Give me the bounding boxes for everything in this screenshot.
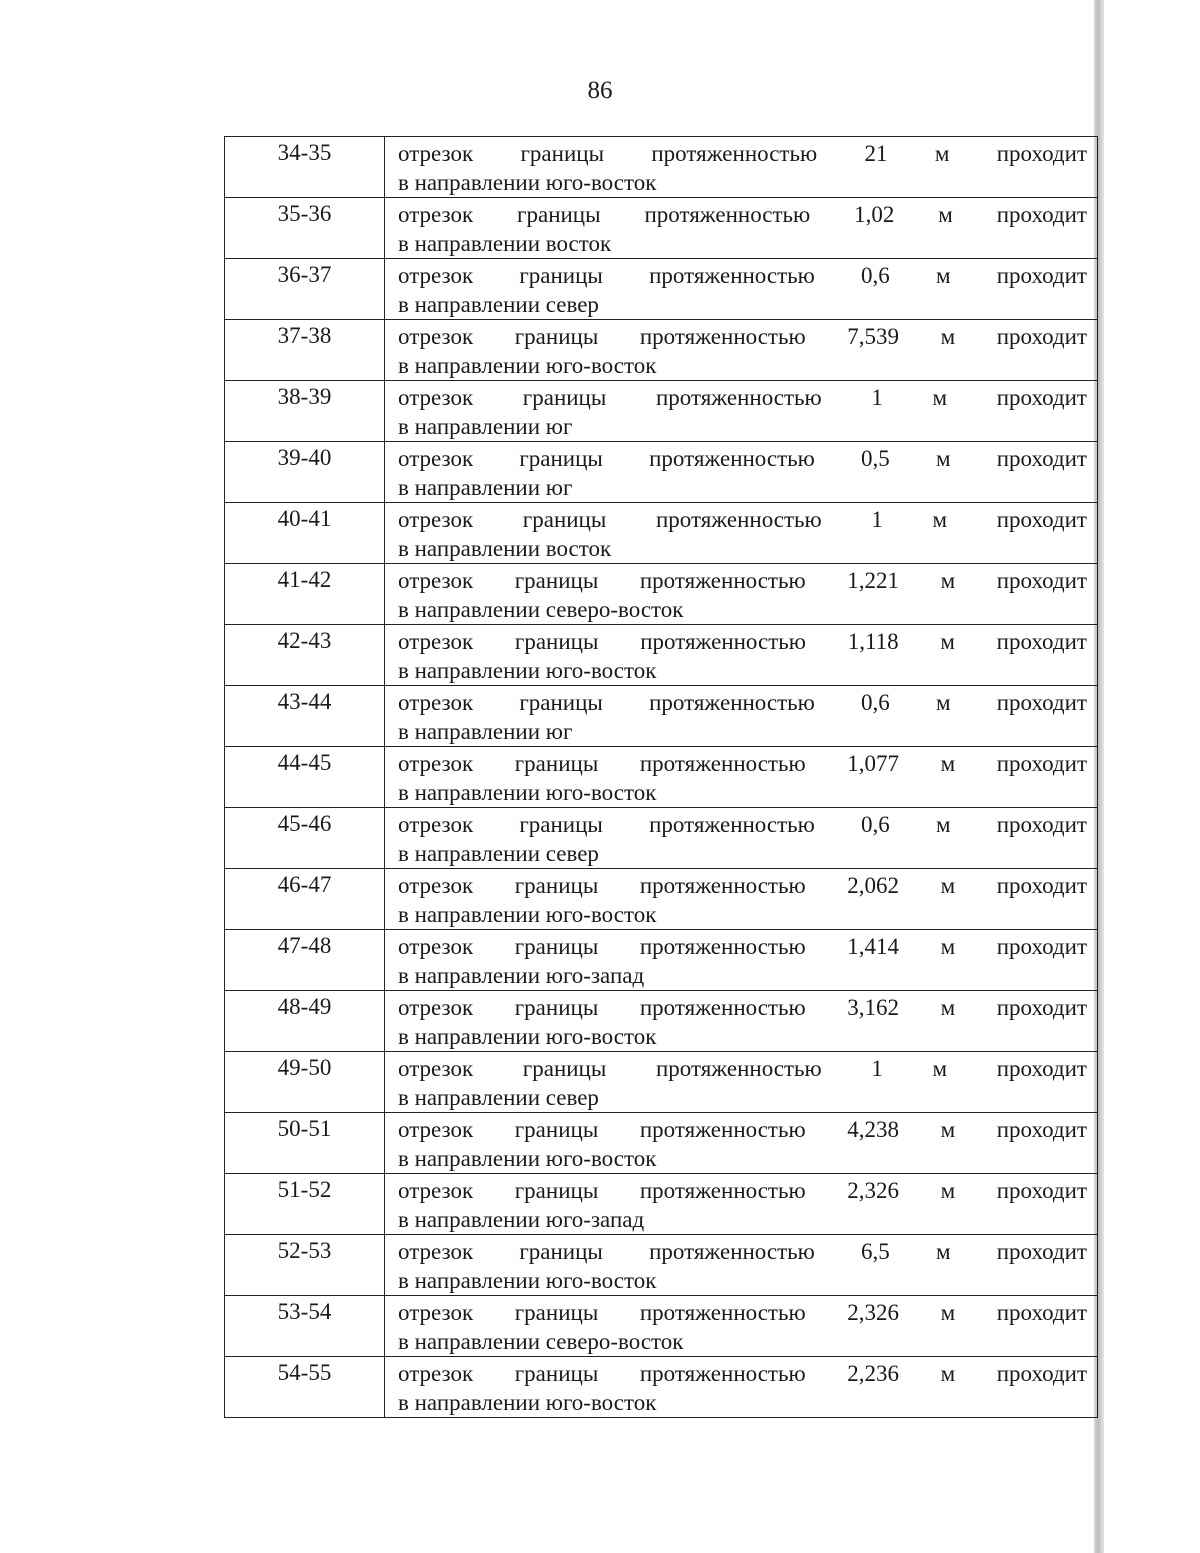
direction-value: восток [545, 231, 612, 256]
word-length: протяженностью [639, 934, 806, 959]
direction-value: север [545, 292, 599, 317]
table-row [225, 625, 1098, 686]
length-unit: м [940, 1117, 956, 1142]
word-boundary: границы [522, 385, 607, 410]
segment-description-cell [385, 442, 1098, 503]
segment-description-cell [385, 1052, 1098, 1113]
word-passes: проходит [996, 385, 1087, 410]
word-length: протяженностью [649, 812, 815, 837]
segment-description-cell [385, 503, 1098, 564]
segment-id-cell: 35-36 [225, 198, 385, 259]
segment-id-cell: 40-41 [225, 503, 385, 564]
word-passes: проходит [996, 812, 1087, 837]
word-length: протяженностью [639, 1361, 806, 1386]
direction-prefix: в направлении [398, 536, 541, 561]
table-row [225, 381, 1098, 442]
segment-description-cell [385, 1113, 1098, 1174]
segment-length-value: 0,6 [861, 263, 890, 288]
segment-description-cell [385, 198, 1098, 259]
segment-description-cell [385, 137, 1098, 198]
direction-value: юго-восток [545, 1268, 657, 1293]
word-boundary: границы [522, 507, 607, 532]
word-passes: проходит [996, 1239, 1087, 1264]
description-line-1 [398, 932, 1087, 961]
table-row [225, 1235, 1098, 1296]
word-segment: отрезок [398, 1300, 474, 1325]
direction-prefix: в направлении [398, 414, 541, 439]
direction-value: юго-восток [545, 780, 657, 805]
word-segment: отрезок [398, 995, 474, 1020]
description-line-2 [398, 1266, 1087, 1295]
word-boundary: границы [514, 629, 599, 654]
description-line-2 [398, 1022, 1087, 1051]
word-length: протяженностью [655, 385, 822, 410]
segment-length-value: 2,326 [847, 1178, 899, 1203]
word-segment: отрезок [398, 873, 474, 898]
length-unit: м [940, 751, 956, 776]
length-unit: м [935, 263, 951, 288]
segment-id-cell: 44-45 [225, 747, 385, 808]
word-boundary: границы [514, 873, 599, 898]
table-row [225, 686, 1098, 747]
segment-description-cell [385, 320, 1098, 381]
description-line-1 [398, 749, 1087, 778]
direction-prefix: в направлении [398, 170, 541, 195]
word-boundary: границы [514, 1117, 599, 1142]
word-boundary: границы [514, 324, 599, 349]
segment-length-value: 4,238 [847, 1117, 899, 1142]
description-line-1 [398, 261, 1087, 290]
word-passes: проходит [996, 1056, 1087, 1081]
word-segment: отрезок [398, 1361, 474, 1386]
description-line-2 [398, 534, 1087, 563]
word-passes: проходит [996, 1117, 1087, 1142]
word-length: протяженностью [651, 141, 818, 166]
word-boundary: границы [519, 446, 603, 471]
description-line-1 [398, 566, 1087, 595]
length-unit: м [940, 324, 956, 349]
word-segment: отрезок [398, 812, 474, 837]
description-line-2 [398, 900, 1087, 929]
word-passes: проходит [996, 873, 1087, 898]
description-line-2 [398, 351, 1087, 380]
word-passes: проходит [996, 324, 1087, 349]
word-length: протяженностью [649, 690, 815, 715]
segment-length-value: 1,02 [854, 202, 895, 227]
description-line-2 [398, 595, 1087, 624]
table-row [225, 808, 1098, 869]
direction-value: юго-восток [545, 353, 657, 378]
table-row [225, 442, 1098, 503]
length-unit: м [932, 385, 948, 410]
direction-prefix: в направлении [398, 658, 541, 683]
word-segment: отрезок [398, 1056, 474, 1081]
word-passes: проходит [996, 629, 1087, 654]
description-line-2 [398, 229, 1087, 258]
table-row [225, 320, 1098, 381]
length-unit: м [935, 812, 951, 837]
word-length: протяженностью [649, 263, 815, 288]
description-line-1 [398, 505, 1087, 534]
description-line-1 [398, 1359, 1087, 1388]
description-line-1 [398, 688, 1087, 717]
direction-prefix: в направлении [398, 353, 541, 378]
segment-length-value: 2,236 [847, 1361, 899, 1386]
table-row [225, 1174, 1098, 1235]
word-passes: проходит [996, 202, 1087, 227]
word-length: протяженностью [639, 1178, 806, 1203]
direction-value: северо-восток [545, 597, 684, 622]
word-segment: отрезок [398, 141, 474, 166]
direction-prefix: в направлении [398, 1146, 541, 1171]
direction-value: юго-восток [545, 170, 657, 195]
segment-id-cell: 42-43 [225, 625, 385, 686]
word-boundary: границы [519, 263, 603, 288]
segment-id-cell: 36-37 [225, 259, 385, 320]
description-line-1 [398, 1115, 1087, 1144]
word-length: протяженностью [649, 446, 815, 471]
word-segment: отрезок [398, 385, 474, 410]
table-row [225, 1357, 1098, 1418]
length-unit: м [940, 1178, 956, 1203]
length-unit: м [935, 1239, 951, 1264]
direction-value: юг [545, 719, 573, 744]
segment-id-cell: 38-39 [225, 381, 385, 442]
word-length: протяженностью [649, 1239, 815, 1264]
segment-description-cell [385, 625, 1098, 686]
word-passes: проходит [996, 141, 1087, 166]
table-row [225, 259, 1098, 320]
direction-prefix: в направлении [398, 475, 541, 500]
description-line-2 [398, 473, 1087, 502]
segment-length-value: 6,5 [861, 1239, 890, 1264]
word-segment: отрезок [398, 324, 474, 349]
table-row [225, 137, 1098, 198]
length-unit: м [934, 141, 950, 166]
page-number: 86 [587, 77, 613, 104]
segment-description-cell [385, 1174, 1098, 1235]
description-line-2 [398, 839, 1087, 868]
segment-description-cell [385, 1296, 1098, 1357]
description-line-1 [398, 1176, 1087, 1205]
word-passes: проходит [996, 934, 1087, 959]
word-length: протяженностью [639, 995, 806, 1020]
direction-value: юг [545, 414, 573, 439]
table-row [225, 198, 1098, 259]
word-boundary: границы [519, 1239, 603, 1264]
word-segment: отрезок [398, 1117, 474, 1142]
segment-id-cell: 51-52 [225, 1174, 385, 1235]
table-row [225, 991, 1098, 1052]
segment-length-value: 21 [864, 141, 888, 166]
direction-prefix: в направлении [398, 1085, 541, 1110]
direction-value: юго-восток [545, 658, 657, 683]
direction-value: северо-восток [545, 1329, 684, 1354]
description-line-2 [398, 1083, 1087, 1112]
segment-length-value: 0,6 [861, 812, 890, 837]
direction-value: север [545, 841, 599, 866]
table-row [225, 747, 1098, 808]
description-line-2 [398, 1327, 1087, 1356]
word-segment: отрезок [398, 568, 474, 593]
word-passes: проходит [996, 1178, 1087, 1203]
word-passes: проходит [996, 1361, 1087, 1386]
description-line-1 [398, 444, 1087, 473]
segment-id-cell: 34-35 [225, 137, 385, 198]
segment-length-value: 1,077 [847, 751, 899, 776]
word-length: протяженностью [644, 202, 811, 227]
length-unit: м [940, 995, 956, 1020]
description-line-1 [398, 1298, 1087, 1327]
length-unit: м [938, 202, 953, 227]
boundary-segments-table [224, 136, 1098, 1418]
word-passes: проходит [996, 263, 1087, 288]
description-line-2 [398, 717, 1087, 746]
table-row [225, 1052, 1098, 1113]
segment-length-value: 0,6 [861, 690, 890, 715]
description-line-2 [398, 1144, 1087, 1173]
direction-prefix: в направлении [398, 902, 541, 927]
description-line-1 [398, 1054, 1087, 1083]
description-line-1 [398, 810, 1087, 839]
segment-id-cell: 53-54 [225, 1296, 385, 1357]
word-segment: отрезок [398, 751, 474, 776]
segment-description-cell [385, 381, 1098, 442]
direction-prefix: в направлении [398, 231, 541, 256]
word-boundary: границы [519, 812, 603, 837]
word-passes: проходит [996, 446, 1087, 471]
segment-description-cell [385, 930, 1098, 991]
table-row [225, 503, 1098, 564]
segment-id-cell: 41-42 [225, 564, 385, 625]
description-line-2 [398, 168, 1087, 197]
direction-prefix: в направлении [398, 1207, 541, 1232]
description-line-2 [398, 1205, 1087, 1234]
word-passes: проходит [996, 751, 1087, 776]
word-segment: отрезок [398, 202, 474, 227]
word-length: протяженностью [639, 751, 806, 776]
table-row [225, 1113, 1098, 1174]
direction-prefix: в направлении [398, 1268, 541, 1293]
word-boundary: границы [520, 141, 605, 166]
word-segment: отрезок [398, 507, 474, 532]
length-unit: м [935, 446, 951, 471]
table-row [225, 930, 1098, 991]
word-length: протяженностью [655, 507, 822, 532]
segment-description-cell [385, 1357, 1098, 1418]
length-unit: м [940, 568, 956, 593]
table-row [225, 1296, 1098, 1357]
length-unit: м [940, 873, 956, 898]
segment-description-cell [385, 991, 1098, 1052]
segment-id-cell: 49-50 [225, 1052, 385, 1113]
segment-description-cell [385, 808, 1098, 869]
direction-prefix: в направлении [398, 597, 541, 622]
direction-prefix: в направлении [398, 292, 541, 317]
direction-value: юго-восток [545, 1146, 657, 1171]
word-length: протяженностью [639, 1117, 806, 1142]
length-unit: м [940, 1300, 956, 1325]
length-unit: м [935, 690, 951, 715]
description-line-1 [398, 322, 1087, 351]
direction-value: юго-запад [545, 963, 645, 988]
segment-description-cell [385, 564, 1098, 625]
direction-value: юго-запад [545, 1207, 645, 1232]
segment-description-cell [385, 686, 1098, 747]
direction-prefix: в направлении [398, 1024, 541, 1049]
description-line-1 [398, 993, 1087, 1022]
word-segment: отрезок [398, 263, 474, 288]
word-boundary: границы [514, 1300, 599, 1325]
segment-length-value: 1,414 [847, 934, 899, 959]
length-unit: м [940, 934, 956, 959]
segment-length-value: 2,326 [847, 1300, 899, 1325]
segment-description-cell [385, 1235, 1098, 1296]
direction-value: юго-восток [545, 1024, 657, 1049]
segment-length-value: 7,539 [847, 324, 899, 349]
description-line-1 [398, 139, 1087, 168]
direction-prefix: в направлении [398, 1390, 541, 1415]
word-length: протяженностью [639, 873, 806, 898]
description-line-1 [398, 200, 1087, 229]
direction-prefix: в направлении [398, 780, 541, 805]
segment-id-cell: 47-48 [225, 930, 385, 991]
word-boundary: границы [517, 202, 601, 227]
segment-description-cell [385, 747, 1098, 808]
word-passes: проходит [996, 690, 1087, 715]
direction-prefix: в направлении [398, 841, 541, 866]
word-passes: проходит [996, 568, 1087, 593]
word-boundary: границы [514, 751, 599, 776]
segment-id-cell: 52-53 [225, 1235, 385, 1296]
direction-value: восток [545, 536, 612, 561]
description-line-2 [398, 961, 1087, 990]
table-row [225, 564, 1098, 625]
segment-id-cell: 37-38 [225, 320, 385, 381]
segment-id-cell: 39-40 [225, 442, 385, 503]
segment-length-value: 1 [871, 507, 883, 532]
description-line-2 [398, 290, 1087, 319]
table-row [225, 869, 1098, 930]
segment-length-value: 3,162 [847, 995, 899, 1020]
word-length: протяженностью [655, 1056, 822, 1081]
segment-id-cell: 54-55 [225, 1357, 385, 1418]
word-boundary: границы [514, 1178, 599, 1203]
description-line-2 [398, 1388, 1087, 1417]
length-unit: м [940, 629, 955, 654]
description-line-2 [398, 656, 1087, 685]
segment-id-cell: 48-49 [225, 991, 385, 1052]
word-boundary: границы [514, 1361, 599, 1386]
description-line-1 [398, 627, 1087, 656]
segment-length-value: 1 [871, 1056, 883, 1081]
word-segment: отрезок [398, 934, 474, 959]
word-boundary: границы [519, 690, 603, 715]
direction-prefix: в направлении [398, 963, 541, 988]
description-line-2 [398, 412, 1087, 441]
direction-value: юго-восток [545, 902, 657, 927]
word-passes: проходит [996, 507, 1087, 532]
length-unit: м [932, 507, 948, 532]
description-line-2 [398, 778, 1087, 807]
word-boundary: границы [522, 1056, 607, 1081]
word-boundary: границы [514, 995, 599, 1020]
word-length: протяженностью [639, 324, 806, 349]
word-boundary: границы [514, 568, 599, 593]
word-passes: проходит [996, 995, 1087, 1020]
word-length: протяженностью [639, 568, 806, 593]
description-line-1 [398, 871, 1087, 900]
segment-id-cell: 43-44 [225, 686, 385, 747]
segment-id-cell: 50-51 [225, 1113, 385, 1174]
segment-length-value: 2,062 [847, 873, 899, 898]
word-boundary: границы [514, 934, 599, 959]
word-segment: отрезок [398, 629, 474, 654]
word-segment: отрезок [398, 446, 474, 471]
length-unit: м [932, 1056, 948, 1081]
table-body [225, 137, 1098, 1418]
word-length: протяженностью [640, 629, 806, 654]
word-segment: отрезок [398, 690, 474, 715]
segment-description-cell [385, 869, 1098, 930]
direction-value: юго-восток [545, 1390, 657, 1415]
length-unit: м [940, 1361, 956, 1386]
word-segment: отрезок [398, 1239, 474, 1264]
word-length: протяженностью [639, 1300, 806, 1325]
direction-prefix: в направлении [398, 1329, 541, 1354]
word-segment: отрезок [398, 1178, 474, 1203]
description-line-1 [398, 1237, 1087, 1266]
segment-description-cell [385, 259, 1098, 320]
direction-value: юг [545, 475, 573, 500]
segment-length-value: 1,118 [847, 629, 899, 654]
segment-length-value: 1 [871, 385, 883, 410]
direction-prefix: в направлении [398, 719, 541, 744]
segment-length-value: 1,221 [847, 568, 899, 593]
segment-id-cell: 45-46 [225, 808, 385, 869]
segment-length-value: 0,5 [861, 446, 890, 471]
direction-value: север [545, 1085, 599, 1110]
word-passes: проходит [996, 1300, 1087, 1325]
description-line-1 [398, 383, 1087, 412]
segment-id-cell: 46-47 [225, 869, 385, 930]
